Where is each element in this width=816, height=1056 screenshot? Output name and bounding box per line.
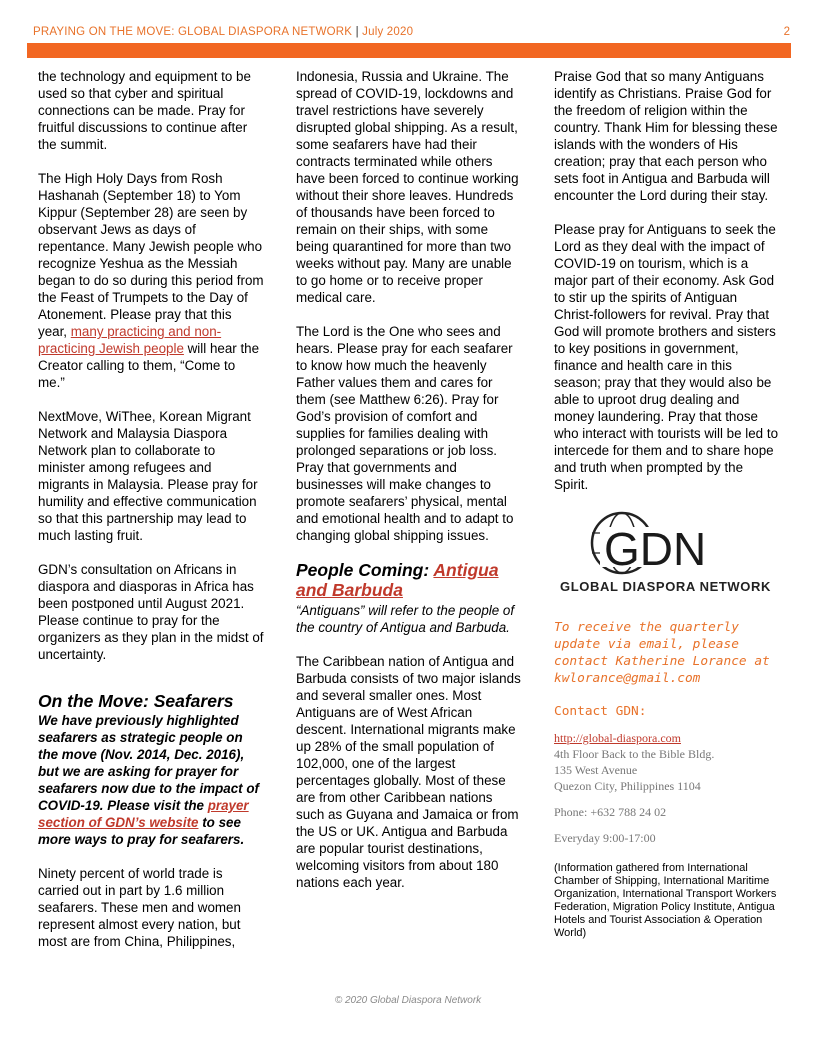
svg-text:GLOBAL DIASPORA NETWORK: GLOBAL DIASPORA NETWORK xyxy=(560,579,771,594)
issue-date: July 2020 xyxy=(362,26,414,38)
antigua-barbuda-link[interactable]: Antigua and Barbuda xyxy=(296,560,499,600)
paragraph: GDN’s consultation on Africans in diaspora and diasporas in Africa has been postponed until August 2021. Please continue to pray for the organizers as they plan in the midst of uncertainty. xyxy=(38,562,264,662)
people-coming-heading: People Coming: Antigua and Barbuda xyxy=(296,560,499,600)
paragraph: NextMove, WiThee, Korean Migrant Network and Malaysia Diaspora Network plan to collaborate to minister among refugees and migrants in Malaysia. Please pray for humility and effective communication so that this partnership may lead to much lasting fruit. xyxy=(38,409,258,543)
header-bar xyxy=(27,43,791,58)
address-line: 135 West Avenue xyxy=(554,763,638,777)
sources-note: (Information gathered from International Chamber of Shipping, International Maritime Organization, International Transport Workers Federation, Migration Policy Institute, Antigua Hotels and Tourist Association & Operation World) xyxy=(554,862,777,939)
seafarers-heading: On the Move: Seafarers xyxy=(38,691,234,711)
paragraph: Ninety percent of world trade is carried out in part by 1.6 million seafarers. These men and women represent almost every nation, but most are from China, Philippines, xyxy=(38,866,241,949)
phone-number: Phone: +632 788 24 02 xyxy=(554,805,667,819)
paragraph: Indonesia, Russia and Ukraine. The spread of COVID-19, lockdowns and travel restrictions have severely disrupted global shipping. As a result, some seafarers have had their contracts terminated while others have been forced to continue working without their shore leaves. Hundreds of thousands have been forced to remain on their ships, with some being quarantined for more than two weeks without pay. Many are unable to go home or to receive proper medical care. xyxy=(296,69,519,305)
paragraph: Please pray for Antiguans to seek the Lord as they deal with the impact of COVID-19 on tourism, which is a major part of their economy. Ask God to stir up the spirits of Antiguan Christ-followers for revival. Pray that God will promote brothers and sisters to key positions in government, finance and health care in this season; pray that they would also be able to uproot drug dealing and money laundering. Pray that those who interact with tourists will be led to intercede for them and to share hope and truth when prompted by the Spirit. xyxy=(554,222,779,492)
office-hours: Everyday 9:00-17:00 xyxy=(554,831,656,845)
newsletter-header xyxy=(33,26,413,38)
column-2 xyxy=(296,68,524,908)
paragraph: The Caribbean nation of Antigua and Barbuda consists of two major islands and several smaller ones. Most Antiguans are of West African descent. International migrants make up 28% of the small population of 102,000, one of the largest percentages globally. Most of these are from other Caribbean nations such as Guyana and Jamaica or from the US or UK. Antigua and Barbuda are popular tourist destinations, welcoming visitors from about 180 nations each year. xyxy=(296,654,521,890)
website-link[interactable]: http://global-diaspora.com xyxy=(554,731,681,745)
footer-copyright: © 2020 Global Diaspora Network xyxy=(334,995,482,1006)
newsletter-title: PRAYING ON THE MOVE: GLOBAL DIASPORA NETWORK xyxy=(33,26,353,38)
people-intro: “Antiguans” will refer to the people of the country of Antigua and Barbuda. xyxy=(296,603,515,635)
email-cta: To receive the quarterly update via email, please contact Katherine Lorance at kwlorance@gmail.com xyxy=(554,620,770,686)
paragraph: the technology and equipment to be used so that cyber and spiritual connections can be made. Pray for fruitful discussions to continue after the summit. xyxy=(38,69,251,152)
paragraph: Praise God that so many Antiguans identify as Christians. Praise God for the freedom of religion within the country. Thank Him for blessing these islands with the wonders of His creation; pray that each person who sets foot in Antigua and Barbuda will encounter the Lord during their stay. xyxy=(554,69,778,203)
contact-heading: Contact GDN: xyxy=(554,704,647,719)
contact-block xyxy=(554,730,780,846)
jewish-people-link[interactable]: many practicing and non-practicing Jewish people xyxy=(38,324,222,356)
column-1 xyxy=(38,68,264,967)
prayer-section-link[interactable]: prayer section of GDN’s website xyxy=(38,798,249,830)
seafarers-intro: We have previously highlighted seafarers as strategic people on the move (Nov. 2014, Dec. 2016), but we are asking for prayer for seafarers now due to the impact of COVID-19. Please visit the prayer section of GDN’s website to see more ways to pray for seafarers. xyxy=(38,713,259,847)
paragraph: The High Holy Days from Rosh Hashanah (September 18) to Yom Kippur (September 28) are seen by observant Jews as days of repentance. Many Jewish people who recognize Yeshua as the Messiah began to do so during this period from the Feast of Trumpets to the Day of Atonement. Please pray that this year, many practicing and non-practicing Jewish people will hear the Creator calling to them, “Come to me.” xyxy=(38,171,264,390)
address-line: Quezon City, Philippines 1104 xyxy=(554,779,701,793)
header-separator: | xyxy=(355,26,359,38)
paragraph: The Lord is the One who sees and hears. Please pray for each seafarer to know how much the heavenly Father values them and cares for them (see Matthew 6:26). Pray for God’s provision of comfort and supplies for families dealing with prolonged separations or job loss. Pray that governments and businesses will make changes to promote seafarers’ physical, mental and emotional health and to adapt to changing global shipping issues. xyxy=(296,324,514,543)
gdn-logo xyxy=(554,509,780,599)
address-line: 4th Floor Back to the Bible Bldg. xyxy=(554,747,715,761)
column-3 xyxy=(554,68,780,940)
svg-text:GDN: GDN xyxy=(604,523,707,575)
globe-icon xyxy=(560,509,774,599)
page-number: 2 xyxy=(783,26,790,38)
